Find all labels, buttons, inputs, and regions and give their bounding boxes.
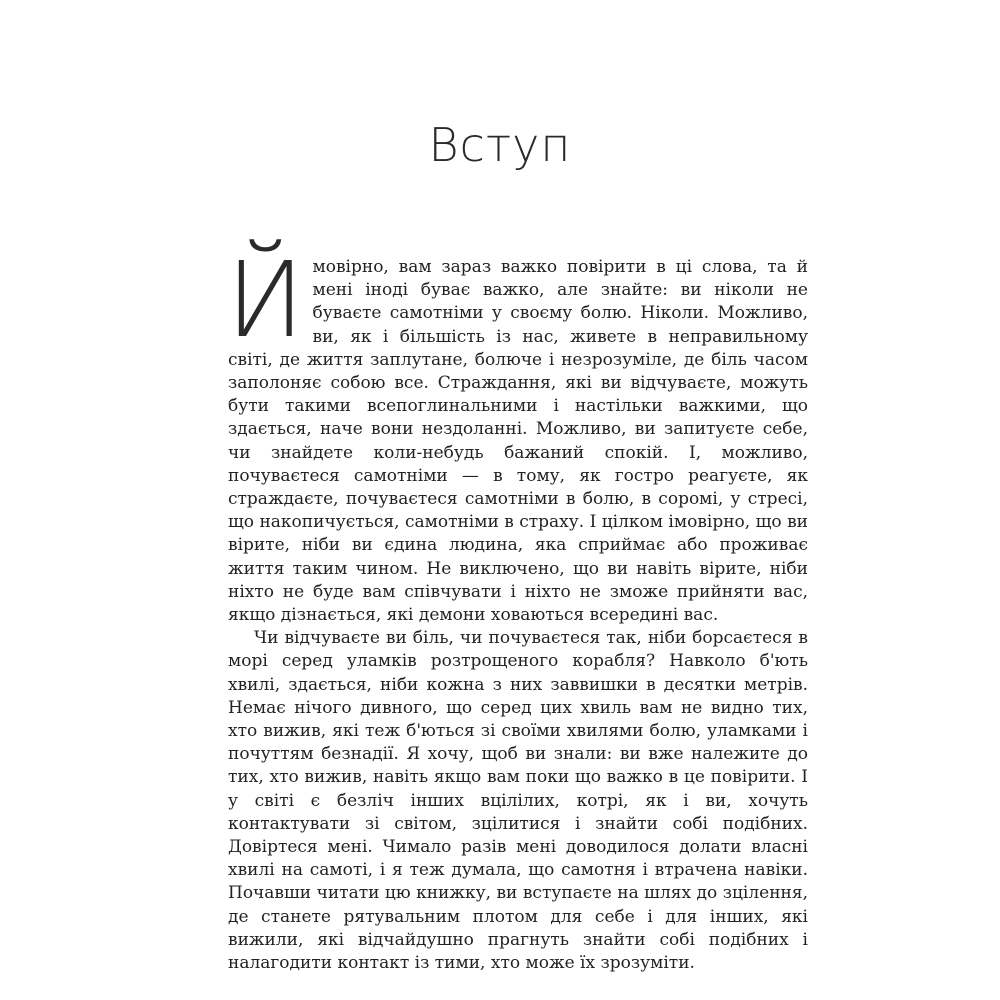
paragraph-first xyxy=(226,239,808,627)
drop-cap: Й xyxy=(226,239,305,361)
chapter-title: Вступ xyxy=(428,118,572,172)
paragraph-first-text: мовірно, вам зараз важко повірити в ці слова, та й мені іноді буває важко, але знайте: ви ніколи не буваєте самотніми у своєму болю. Ніколи. Можливо, ви, як і більшість із нас, живете в неправильному світі, де життя заплутане, болюче і незрозуміле, де біль часом заполоняє собою все. Страждання, які ви відчуваєте, можуть бути такими всепоглинальними і настільки важкими, що здається, наче вони нездоланні. Можливо, ви запитуєте себе, чи знайдете коли-небудь бажаний спокій. І, можливо, почуваєтеся самотніми — в тому, як гостро реагуєте, як страждаєте, почуваєтеся самотніми в болю, в соромі, у стресі, що накопичується, самотніми в страху. І цілком імовірно, що ви вірите, ніби ви єдина людина, яка сприймає або проживає життя таким чином. Не виключено, що ви навіть вірите, ніби ніхто не буде вам співчувати і ніхто не зможе прийняти вас, якщо дізнається, які демони ховаються всередині вас. xyxy=(228,257,808,626)
chapter-body xyxy=(226,239,808,975)
paragraph-second: Чи відчуваєте ви біль, чи почуваєтеся так, ніби борсаєтеся в морі серед уламків розтрощеного корабля? Навколо б'ють хвилі, здається, ніби кожна з них заввишки в десятки метрів. Немає нічого дивного, що серед цих хвиль вам не видно тих, хто вижив, які теж б'ються зі своїми хвилями болю, уламками і почуттям безнадії. Я хочу, щоб ви знали: ви вже належите до тих, хто вижив, навіть якщо вам поки що важко в це повірити. І у світі є безліч інших вцілілих, котрі, як і ви, хочуть контактувати зі світом, зцілитися і знайти собі подібних. Довіртеся мені. Чимало разів мені доводилося долати власні хвилі на самоті, і я теж думала, що самотня і втрачена навіки. Почавши читати цю книжку, ви вступаєте на шлях до зцілення, де станете рятувальним плотом для себе і для інших, які вижили, які відчайдушно прагнуть знайти собі подібних і налагодити контакт із тими, хто може їх зрозуміти. xyxy=(228,628,808,974)
